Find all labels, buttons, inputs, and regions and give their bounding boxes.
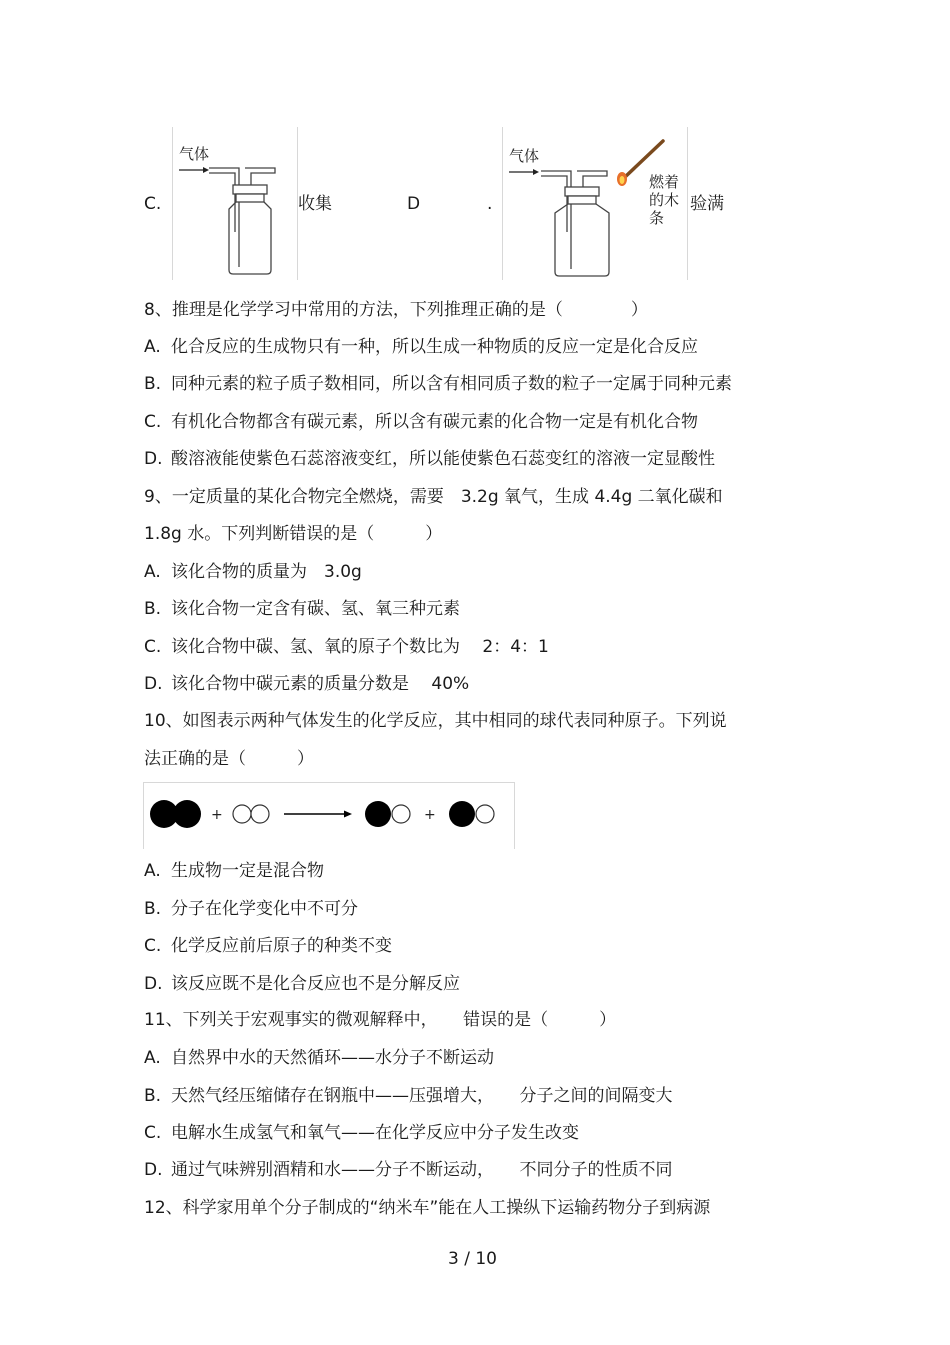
wooden-stick-icon (625, 141, 663, 177)
product-molecule-2 (449, 801, 494, 827)
reactant-molecule-white (233, 805, 269, 823)
reactant-molecule-black (150, 800, 201, 828)
q8-option-a-text: 化合反应的生成物只有一种，所以生成一种物质的反应一定是化合反应 (171, 337, 698, 357)
q7-option-d-letter: D (407, 194, 421, 214)
q10-option-d-letter: D. (144, 974, 163, 994)
q11-option-c-letter: C. (144, 1123, 162, 1143)
q10-option-a-letter: A. (144, 861, 161, 881)
q10-option-b-letter: B. (144, 899, 162, 919)
q10-stem-line-1: 10、如图表示两种气体发生的化学反应，其中相同的球代表同种原子。下列说 (144, 711, 727, 731)
plus-sign-2: + (424, 807, 436, 823)
q9-option-c-text: 该化合物中碳、氢、氧的原子个数比为 2：4：1 (171, 637, 549, 657)
reaction-diagram (143, 782, 515, 849)
q8-option-a-letter: A. (144, 337, 161, 357)
q8-option-c-text: 有机化合物都含有碳元素，所以含有碳元素的化合物一定是有机化合物 (171, 412, 698, 432)
q8-option-d-letter: D. (144, 449, 163, 469)
gas-full-test-figure (502, 127, 688, 280)
q10-option-a-text: 生成物一定是混合物 (171, 861, 324, 881)
q9-option-a-text: 该化合物的质量为 3.0g (171, 562, 362, 582)
gas-label: 气体 (509, 147, 540, 165)
q9-option-d-text: 该化合物中碳元素的质量分数是 40% (171, 674, 470, 694)
q9-option-c-letter: C. (144, 637, 162, 657)
q11-option-d-text: 通过气味辨别酒精和水——分子不断运动， 不同分子的性质不同 (171, 1160, 673, 1180)
q11-option-a-letter: A. (144, 1048, 161, 1068)
q8-option-b-letter: B. (144, 374, 162, 394)
q7-option-d-dot: . (487, 194, 493, 214)
q11-option-a-text: 自然界中水的天然循环——水分子不断运动 (171, 1048, 494, 1068)
q11-option-b-text: 天然气经压缩储存在钢瓶中——压强增大， 分子之间的间隔变大 (171, 1086, 673, 1106)
plus-sign-1: + (211, 807, 223, 823)
q7-option-c-caption: 收集 (298, 194, 332, 214)
q8-option-d-text: 酸溶液能使紫色石蕊溶液变红，所以能使紫色石蕊变红的溶液一定显酸性 (171, 449, 715, 469)
q7-option-c-letter: C. (144, 194, 162, 214)
q9-option-b-letter: B. (144, 599, 162, 619)
q12-stem: 12、科学家用单个分子制成的“纳米车”能在人工操纵下运输药物分子到病源 (144, 1198, 711, 1218)
gas-collection-bottle-figure (172, 127, 298, 280)
q8-option-b-text: 同种元素的粒子质子数相同，所以含有相同质子数的粒子一定属于同种元素 (171, 374, 732, 394)
page-number: 3 / 10 (448, 1249, 497, 1269)
q10-option-b-text: 分子在化学变化中不可分 (171, 899, 358, 919)
q9-stem-line-1: 9、一定质量的某化合物完全燃烧，需要 3.2g 氧气，生成 4.4g 二氧化碳和 (144, 487, 723, 507)
q7-option-d-caption: 验满 (690, 194, 724, 214)
q9-option-a-letter: A. (144, 562, 161, 582)
stick-label-line-3: 条 (649, 209, 665, 227)
stick-label-line-1: 燃着 (649, 173, 680, 191)
q11-stem: 11、下列关于宏观事实的微观解释中， 错误的是（ ） (144, 1010, 617, 1030)
gas-label: 气体 (179, 145, 210, 163)
q9-stem-line-2: 1.8g 水。下列判断错误的是（ ） (144, 524, 443, 544)
q11-option-b-letter: B. (144, 1086, 162, 1106)
stick-label-line-2: 的木 (649, 191, 680, 209)
q10-option-c-text: 化学反应前后原子的种类不变 (171, 936, 392, 956)
q9-option-b-text: 该化合物一定含有碳、氢、氧三种元素 (171, 599, 460, 619)
q9-option-d-letter: D. (144, 674, 163, 694)
q8-option-c-letter: C. (144, 412, 162, 432)
q8-stem: 8、推理是化学学习中常用的方法，下列推理正确的是（ ） (144, 300, 648, 320)
q10-option-c-letter: C. (144, 936, 162, 956)
q10-stem-line-2: 法正确的是（ ） (144, 749, 314, 769)
q10-option-d-text: 该反应既不是化合反应也不是分解反应 (171, 974, 460, 994)
q11-option-c-text: 电解水生成氢气和氧气——在化学反应中分子发生改变 (171, 1123, 579, 1143)
q11-option-d-letter: D. (144, 1160, 163, 1180)
product-molecule-1 (365, 801, 410, 827)
